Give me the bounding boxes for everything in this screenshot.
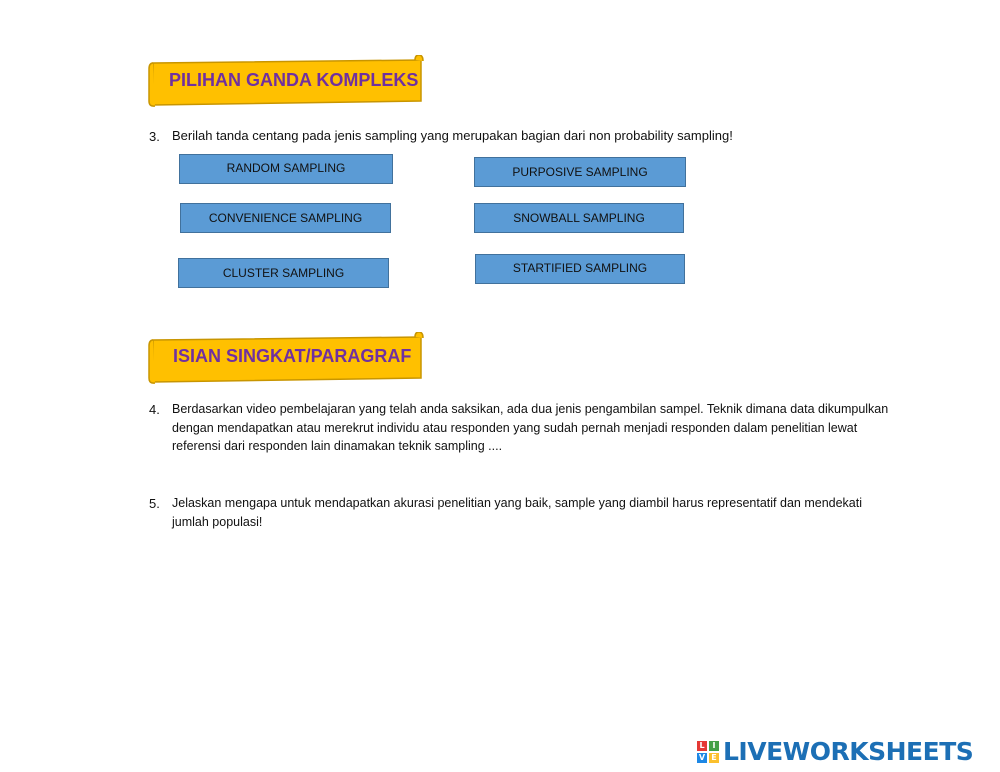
logo-block: L	[697, 741, 707, 751]
logo-block: V	[698, 753, 706, 762]
section-title-multiple-choice: PILIHAN GANDA KOMPLEKS	[169, 70, 419, 90]
question-5-line: Jelaskan mengapa untuk mendapatkan akurasi penelitian yang baik, sample yang diambil harus representatif dan mendekati	[172, 496, 863, 510]
question-4-line: dengan mendapatkan atau merekrut individu atau responden yang sudah pernah menjadi responden dalam penelitian lewat	[172, 420, 858, 435]
option-startified-sampling[interactable]: STARTIFIED SAMPLING	[475, 254, 685, 284]
logo-text: LIVEWORKSHEETS	[723, 737, 974, 766]
question-4-line: referensi dari responden lain dinamakan teknik sampling ....	[172, 439, 503, 453]
option-random-sampling[interactable]: RANDOM SAMPLING	[179, 154, 393, 184]
question-4-text	[172, 400, 912, 456]
option-convenience-sampling[interactable]: CONVENIENCE SAMPLING	[180, 203, 391, 233]
question-3-number: 3.	[149, 129, 160, 144]
logo-block: E	[709, 753, 719, 763]
question-5-text	[172, 494, 912, 531]
section-title-short-answer: ISIAN SINGKAT/PARAGRAF	[173, 346, 412, 366]
liveworksheets-logo	[697, 737, 973, 766]
question-4-number: 4.	[149, 402, 160, 417]
option-purposive-sampling[interactable]: PURPOSIVE SAMPLING	[474, 157, 686, 187]
question-3-text: Berilah tanda centang pada jenis sampling yang merupakan bagian dari non probability sampling!	[172, 128, 733, 143]
option-snowball-sampling[interactable]: SNOWBALL SAMPLING	[474, 203, 684, 233]
logo-block: I	[709, 741, 719, 751]
section-banner-short-answer	[147, 332, 427, 388]
option-cluster-sampling[interactable]: CLUSTER SAMPLING	[178, 258, 389, 288]
question-5-line: jumlah populasi!	[172, 514, 263, 529]
question-4-line: Berdasarkan video pembelajaran yang telah anda saksikan, ada dua jenis pengambilan sampel. Teknik dimana data dikumpulkan	[172, 402, 889, 416]
section-banner-multiple-choice	[147, 55, 427, 111]
logo-blocks-icon	[697, 741, 719, 763]
question-5-number: 5.	[149, 496, 160, 511]
